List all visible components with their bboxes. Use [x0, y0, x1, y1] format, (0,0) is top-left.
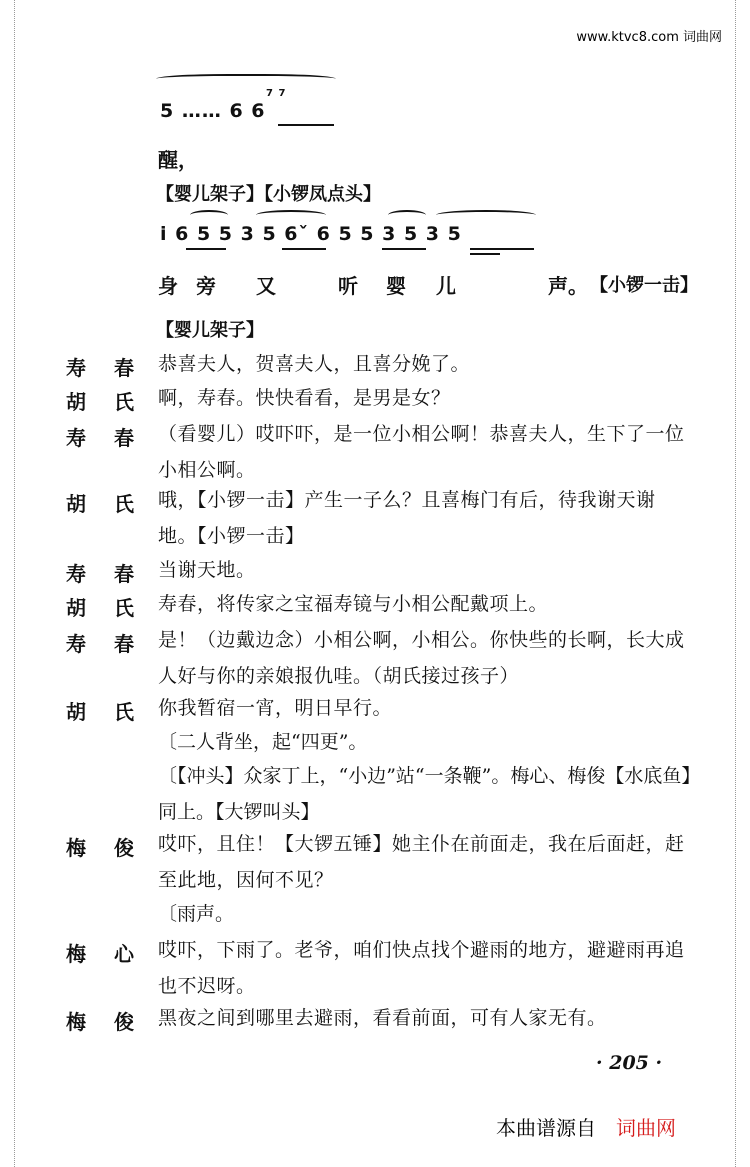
speaker-hushi: 胡 氏: [66, 700, 134, 724]
lyric-char: 儿: [436, 274, 456, 298]
lyric-char: 身: [158, 274, 178, 298]
note-slur: [256, 210, 326, 220]
phrase-slur: [156, 74, 336, 86]
source-footer: 本曲谱源自 词曲网: [496, 1116, 676, 1140]
dialogue-line: 你我暂宿一宵，明日早行。: [158, 697, 393, 719]
stage-direction: 〔【冲头】众家丁上，“小边”站“一条鞭”。梅心、梅俊【水底鱼】同上。【大锣叫头】: [158, 765, 691, 823]
dialogue-line: 哦，【小锣一击】产生一子么？且喜梅门有后，待我谢天谢地。【小锣一击】: [158, 489, 656, 547]
stage-direction: 〔雨声。: [158, 903, 235, 925]
note-slur: [190, 210, 228, 220]
dialogue-line: （看婴儿）哎吓吓，是一位小相公啊！恭喜夫人，生下了一位小相公啊。: [158, 423, 685, 481]
lyric-char: 声。: [548, 274, 588, 298]
lyric-char: 又: [256, 274, 276, 298]
lyric-char: 婴: [386, 274, 406, 298]
note-slur: [388, 210, 426, 220]
lyric-word: 醒，: [158, 148, 198, 172]
grace-notes: 7 7: [266, 88, 287, 99]
notation-row-2: i 6 5 5 3 5 6ˇ 6 5 5 3 5 3 5: [160, 223, 462, 245]
note-underline: [278, 124, 334, 126]
dialogue-line: 寿春，将传家之宝福寿镜与小相公配戴项上。: [158, 593, 549, 615]
speaker-meijun: 梅 俊: [66, 1010, 134, 1034]
notation-row-1: 5 …… 6 6: [160, 100, 266, 122]
speaker-hushi: 胡 氏: [66, 492, 134, 516]
note-underline: [382, 248, 426, 250]
dialogue-line: 当谢天地。: [158, 559, 256, 581]
speaker-hushi: 胡 氏: [66, 596, 134, 620]
section-heading: 【婴儿架子】【小锣凤点头】: [156, 184, 381, 205]
note-underline: [470, 253, 500, 255]
dialogue-line: 哎吓，下雨了。老爷，咱们快点找个避雨的地方，避避雨再追也不迟呀。: [158, 939, 685, 997]
speaker-shouchun: 寿 春: [66, 562, 134, 586]
speaker-meijun: 梅 俊: [66, 836, 134, 860]
note-slur: [436, 210, 536, 220]
brand-link[interactable]: 词曲网: [616, 1116, 676, 1140]
speaker-shouchun: 寿 春: [66, 356, 134, 380]
note-underline: [186, 248, 226, 250]
speaker-hushi: 胡 氏: [66, 390, 134, 414]
note-underline: [470, 248, 534, 250]
note-underline: [282, 248, 326, 250]
page-number: · 205 ·: [596, 1052, 663, 1074]
dialogue-line: 啊，寿春。快快看看，是男是女？: [158, 387, 451, 409]
left-margin-watermark: [0, 0, 15, 1167]
dialogue-line: 黑夜之间到哪里去避雨，看看前面，可有人家无有。: [158, 1007, 607, 1029]
speaker-shouchun: 寿 春: [66, 426, 134, 450]
section-heading: 【婴儿架子】: [156, 320, 264, 341]
site-url: www.ktvc8.com 词曲网: [576, 30, 722, 45]
dialogue-line: 哎吓，且住！【大锣五锤】她主仆在前面走，我在后面赶，赶至此地，因何不见？: [158, 833, 685, 891]
dialogue-line: 恭喜夫人，贺喜夫人，且喜分娩了。: [158, 353, 471, 375]
lyric-char: 旁: [196, 274, 216, 298]
right-margin-watermark: [735, 0, 750, 1167]
stage-direction: 〔二人背坐，起“四更”。: [158, 731, 368, 753]
dialogue-line: 是！（边戴边念）小相公啊，小相公。你快些的长啊，长大成人好与你的亲娘报仇哇。（胡氏接过孩子）: [158, 629, 685, 687]
lyric-char: 听: [338, 274, 358, 298]
speaker-shouchun: 寿 春: [66, 632, 134, 656]
percussion-cue: 【小锣一击】: [590, 275, 698, 296]
speaker-meixin: 梅 心: [66, 942, 134, 966]
